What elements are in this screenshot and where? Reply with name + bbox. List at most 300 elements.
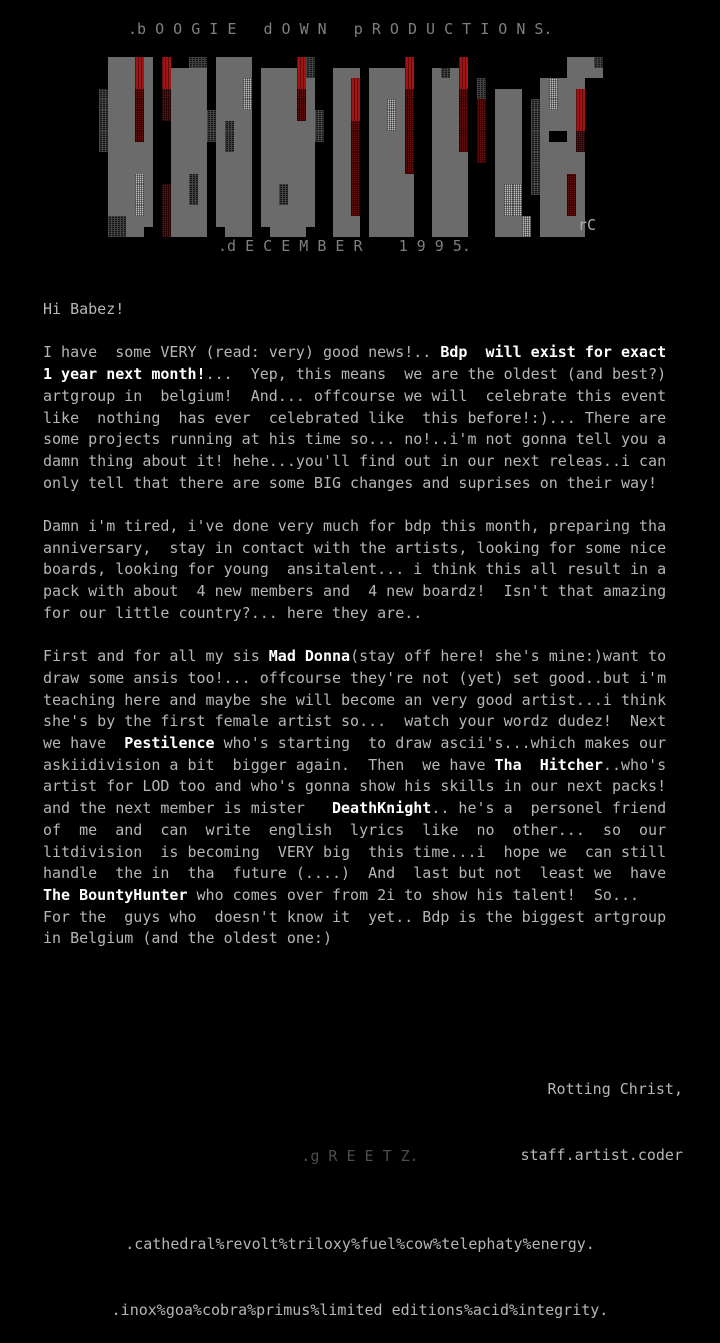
logo-cell (585, 142, 594, 153)
logo-cell (396, 57, 405, 68)
logo-cell (468, 121, 477, 132)
logo-cell (549, 152, 558, 163)
logo-cell (468, 174, 477, 185)
logo-cell (324, 57, 333, 68)
logo-cell (189, 205, 198, 216)
logo-cell (243, 78, 252, 89)
logo-cell (423, 57, 432, 68)
logo-cell (252, 99, 261, 110)
logo-cell (333, 131, 342, 142)
logo-cell (198, 142, 207, 153)
logo-cell (540, 131, 549, 142)
logo-cell (171, 110, 180, 121)
logo-cell (396, 205, 405, 216)
logo-cell (315, 99, 324, 110)
logo-cell (279, 78, 288, 89)
logo-cell (486, 99, 495, 110)
logo-cell (189, 195, 198, 206)
logo-cell (324, 152, 333, 163)
logo-cell (225, 68, 234, 79)
body-segment: pack with about 4 new members and 4 new boardz! Isn't that amazing (43, 582, 667, 601)
body-segment: askiidivision a bit bigger again. Then we have (43, 755, 495, 774)
logo-cell (387, 174, 396, 185)
logo-cell (234, 184, 243, 195)
logo-cell (594, 57, 603, 68)
logo-cell (549, 216, 558, 227)
logo-cell (540, 174, 549, 185)
logo-cell (189, 68, 198, 79)
logo-cell (207, 121, 216, 132)
logo-cell (468, 205, 477, 216)
logo-cell (369, 89, 378, 100)
logo-cell (414, 121, 423, 132)
logo-cell (396, 195, 405, 206)
logo-cell (594, 142, 603, 153)
logo-cell (243, 205, 252, 216)
logo-cell (306, 142, 315, 153)
logo-cell (324, 184, 333, 195)
logo-cell (315, 163, 324, 174)
logo-cell (459, 68, 468, 79)
logo-cell (180, 184, 189, 195)
logo-cell (594, 68, 603, 79)
logo-cell (108, 216, 117, 227)
logo-cell (567, 99, 576, 110)
logo-cell (324, 78, 333, 89)
logo-cell (306, 99, 315, 110)
logo-cell (153, 227, 162, 238)
body-line (43, 907, 666, 929)
logo-cell (315, 68, 324, 79)
logo-cell (585, 89, 594, 100)
logo-cell (153, 99, 162, 110)
logo-cell (144, 174, 153, 185)
logo-cell (189, 110, 198, 121)
logo-cell (144, 68, 153, 79)
logo-cell (531, 89, 540, 100)
logo-cell (576, 174, 585, 185)
logo-cell (531, 205, 540, 216)
logo-cell (387, 216, 396, 227)
logo-cell (594, 152, 603, 163)
logo-cell (441, 216, 450, 227)
logo-cell (558, 205, 567, 216)
logo-cell (171, 142, 180, 153)
logo-cell (144, 57, 153, 68)
logo-cell (378, 216, 387, 227)
logo-cell (504, 131, 513, 142)
logo-cell (468, 195, 477, 206)
logo-cell (567, 121, 576, 132)
logo-cell (216, 99, 225, 110)
logo-cell (549, 57, 558, 68)
logo-cell (225, 152, 234, 163)
logo-cell (324, 174, 333, 185)
logo-cell (585, 184, 594, 195)
logo-cell (576, 99, 585, 110)
logo-cell (441, 163, 450, 174)
logo-cell (567, 142, 576, 153)
logo-cell (306, 78, 315, 89)
body-line (43, 755, 666, 777)
logo-cell (450, 121, 459, 132)
body-segment: damn thing about it! hehe...you'll find out in our next releas..i can (43, 451, 667, 470)
logo-cell (225, 216, 234, 227)
logo-cell (423, 89, 432, 100)
logo-cell (414, 110, 423, 121)
logo-cell (198, 89, 207, 100)
logo-cell (153, 110, 162, 121)
logo-cell (207, 227, 216, 238)
logo-cell (342, 99, 351, 110)
logo-cell (333, 121, 342, 132)
logo-cell (414, 216, 423, 227)
logo-cell (360, 131, 369, 142)
logo-cell (117, 205, 126, 216)
logo-cell (423, 195, 432, 206)
logo-cell (396, 89, 405, 100)
body-segment: she's by the first female artist so... watch your wordz dudez! Next (43, 712, 667, 731)
logo-cell (414, 195, 423, 206)
body-segment: and the next member is mister (43, 799, 332, 818)
logo-cell (279, 121, 288, 132)
logo-cell (567, 174, 576, 185)
logo-cell (234, 99, 243, 110)
logo-cell (144, 110, 153, 121)
logo-cell (522, 57, 531, 68)
logo-cell (531, 184, 540, 195)
body-segment: some projects running at his time so... no!..i'm not gonna tell you a (43, 430, 667, 449)
logo-cell (513, 205, 522, 216)
logo-cell (342, 174, 351, 185)
logo-cell (567, 110, 576, 121)
highlighted-name: DeathKnight (331, 799, 432, 818)
logo-cell (522, 227, 531, 238)
logo-cell (162, 216, 171, 227)
logo-cell (171, 121, 180, 132)
logo-cell (279, 68, 288, 79)
logo-cell (135, 110, 144, 121)
logo-cell (477, 68, 486, 79)
logo-cell (486, 121, 495, 132)
logo-cell (594, 89, 603, 100)
body-segment: artist for LOD too and who's gonna show his skills in our next packs! (43, 777, 667, 796)
logo-cell (558, 174, 567, 185)
logo-cell (243, 163, 252, 174)
logo-cell (279, 99, 288, 110)
logo-cell (135, 142, 144, 153)
logo-cell (396, 174, 405, 185)
logo-cell (441, 57, 450, 68)
logo-cell (288, 152, 297, 163)
logo-cell (513, 216, 522, 227)
logo-cell (288, 142, 297, 153)
logo-cell (288, 121, 297, 132)
logo-cell (360, 152, 369, 163)
logo-cell (333, 78, 342, 89)
logo-cell (135, 184, 144, 195)
logo-cell (261, 174, 270, 185)
logo-cell (252, 152, 261, 163)
logo-cell (117, 152, 126, 163)
logo-cell (351, 205, 360, 216)
logo-cell (144, 142, 153, 153)
logo-cell (135, 195, 144, 206)
logo-cell (432, 216, 441, 227)
logo-cell (225, 163, 234, 174)
logo-cell (576, 68, 585, 79)
logo-cell (585, 78, 594, 89)
logo-cell (450, 163, 459, 174)
logo-cell (513, 163, 522, 174)
body-segment: litdivision is becoming VERY big this time...i hope we can still (43, 842, 667, 861)
logo-cell (549, 205, 558, 216)
logo-cell (126, 99, 135, 110)
logo-cell (405, 68, 414, 79)
logo-cell (297, 174, 306, 185)
logo-cell (423, 68, 432, 79)
logo-cell (108, 227, 117, 238)
logo-cell (126, 68, 135, 79)
logo-cell (486, 184, 495, 195)
logo-cell (558, 195, 567, 206)
logo-cell (333, 195, 342, 206)
logo-cell (378, 99, 387, 110)
logo-cell (378, 142, 387, 153)
logo-cell (279, 205, 288, 216)
logo-cell (333, 57, 342, 68)
greetz-line-2: .inox%goa%cobra%primus%limited editions%acid%integrity. (111, 1300, 609, 1319)
logo-cell (495, 216, 504, 227)
logo-cell (495, 78, 504, 89)
logo-cell (216, 163, 225, 174)
logo-cell (351, 57, 360, 68)
logo-cell (108, 131, 117, 142)
logo-cell (162, 68, 171, 79)
logo-cell (558, 142, 567, 153)
logo-cell (513, 110, 522, 121)
logo-cell (477, 205, 486, 216)
logo-cell (315, 216, 324, 227)
logo-cell (396, 131, 405, 142)
logo-cell (180, 174, 189, 185)
logo-cell (297, 131, 306, 142)
logo-cell (504, 152, 513, 163)
logo-cell (369, 78, 378, 89)
logo-cell (243, 89, 252, 100)
logo-cell (144, 78, 153, 89)
logo-cell (144, 121, 153, 132)
logo-cell (459, 89, 468, 100)
logo-cell (522, 174, 531, 185)
logo-cell (432, 57, 441, 68)
body-line (43, 820, 666, 842)
logo-cell (549, 110, 558, 121)
logo-cell (144, 205, 153, 216)
logo-cell (459, 131, 468, 142)
logo-cell (180, 110, 189, 121)
body-segment: in Belgium (and the oldest one:) (43, 929, 332, 948)
logo-cell (99, 131, 108, 142)
logo-cell (540, 142, 549, 153)
logo-cell (468, 142, 477, 153)
logo-cell (234, 205, 243, 216)
logo-cell (189, 227, 198, 238)
logo-cell (279, 57, 288, 68)
logo-cell (126, 216, 135, 227)
logo-cell (216, 205, 225, 216)
logo-cell (180, 99, 189, 110)
logo-cell (261, 57, 270, 68)
logo-cell (108, 152, 117, 163)
logo-cell (405, 131, 414, 142)
body-line (43, 559, 666, 581)
logo-cell (207, 184, 216, 195)
logo-cell (468, 57, 477, 68)
logo-cell (306, 216, 315, 227)
body-segment: only tell that there are some BIG changes and suprises on their way! (43, 473, 658, 492)
logo-cell (423, 99, 432, 110)
logo-cell (324, 163, 333, 174)
logo-cell (360, 99, 369, 110)
logo-cell (135, 216, 144, 227)
logo-cell (432, 184, 441, 195)
logo-cell (396, 78, 405, 89)
logo-cell (315, 142, 324, 153)
logo-cell (549, 227, 558, 238)
body-line (43, 581, 666, 603)
logo-cell (153, 205, 162, 216)
logo-cell (297, 121, 306, 132)
logo-cell (279, 131, 288, 142)
logo-cell (297, 99, 306, 110)
paragraph (43, 342, 666, 494)
logo-cell (549, 195, 558, 206)
logo-cell (540, 89, 549, 100)
logo-cell (594, 174, 603, 185)
logo-cell (549, 131, 558, 142)
logo-cell (288, 99, 297, 110)
logo-cell (315, 205, 324, 216)
logo-cell (261, 205, 270, 216)
logo-cell (99, 184, 108, 195)
logo-cell (252, 142, 261, 153)
logo-cell (252, 57, 261, 68)
logo-cell (378, 163, 387, 174)
logo-cell (216, 184, 225, 195)
logo-cell (297, 205, 306, 216)
logo-cell (513, 195, 522, 206)
logo-cell (135, 68, 144, 79)
logo-cell (144, 152, 153, 163)
logo-cell (549, 68, 558, 79)
logo-cell (576, 121, 585, 132)
logo-cell (477, 174, 486, 185)
logo-cell (504, 142, 513, 153)
logo-cell (558, 89, 567, 100)
logo-cell (180, 78, 189, 89)
logo-cell (225, 205, 234, 216)
logo-cell (369, 163, 378, 174)
logo-cell (261, 121, 270, 132)
logo-cell (585, 110, 594, 121)
logo-cell (279, 163, 288, 174)
highlighted-name: Pestilence (124, 734, 215, 753)
logo-cell (459, 78, 468, 89)
logo-cell (369, 99, 378, 110)
logo-cell (504, 57, 513, 68)
body-line (43, 364, 666, 386)
logo-cell (432, 131, 441, 142)
body-line (43, 299, 666, 321)
logo-cell (450, 152, 459, 163)
logo-cell (99, 174, 108, 185)
logo-cell (162, 205, 171, 216)
logo-cell (396, 68, 405, 79)
logo-cell (99, 152, 108, 163)
logo-cell (459, 142, 468, 153)
logo-cell (315, 195, 324, 206)
logo-cell (279, 184, 288, 195)
logo-cell (459, 195, 468, 206)
logo-cell (324, 205, 333, 216)
logo-cell (198, 131, 207, 142)
logo-cell (225, 184, 234, 195)
logo-cell (522, 216, 531, 227)
logo-cell (216, 57, 225, 68)
logo-cell (180, 142, 189, 153)
logo-cell (198, 195, 207, 206)
logo-cell (288, 195, 297, 206)
logo-cell (117, 142, 126, 153)
logo-cell (225, 195, 234, 206)
logo-cell (270, 195, 279, 206)
logo-cell (252, 78, 261, 89)
logo-cell (486, 68, 495, 79)
logo-cell (324, 195, 333, 206)
logo-cell (531, 216, 540, 227)
logo-cell (594, 121, 603, 132)
signature-name: Rotting Christ, (547, 1080, 683, 1099)
logo-cell (414, 142, 423, 153)
logo-cell (108, 78, 117, 89)
logo-cell (324, 99, 333, 110)
logo-cell (153, 142, 162, 153)
logo-cell (99, 78, 108, 89)
logo-cell (270, 142, 279, 153)
logo-cell (459, 216, 468, 227)
logo-cell (405, 78, 414, 89)
logo-cell (540, 163, 549, 174)
logo-cell (198, 121, 207, 132)
body-segment: ... Yep, this means we are the oldest (and best?) (205, 365, 667, 384)
logo-cell (594, 131, 603, 142)
logo-cell (459, 152, 468, 163)
logo-cell (504, 68, 513, 79)
logo-cell (585, 99, 594, 110)
logo-cell (297, 89, 306, 100)
logo-cell (369, 152, 378, 163)
logo-cell (288, 89, 297, 100)
logo-cell (189, 142, 198, 153)
logo-cell (216, 110, 225, 121)
logo-cell (216, 68, 225, 79)
logo-cell (117, 57, 126, 68)
logo-cell (441, 89, 450, 100)
logo-cell (351, 99, 360, 110)
logo-cell (351, 152, 360, 163)
logo-cell (387, 110, 396, 121)
